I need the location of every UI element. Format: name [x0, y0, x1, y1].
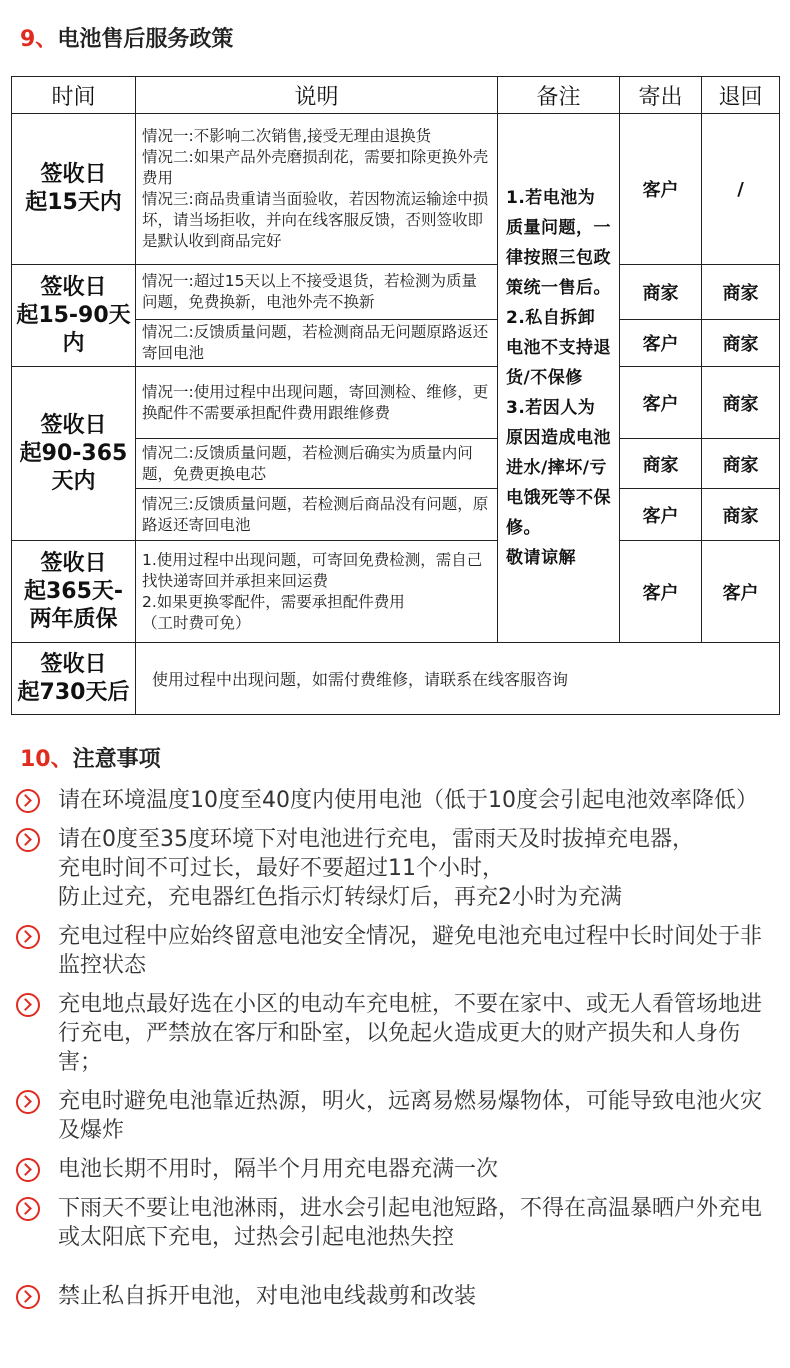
note-item — [14, 1155, 780, 1184]
return-cell: 商家 — [702, 265, 780, 320]
note-text: 请在0度至35度环境下对电池进行充电，雷雨天及时拔掉充电器， 充电时间不可过长，最好不要超过11个小时， 防止过充，充电器红色指示灯转绿灯后，再充2小时为充满 — [58, 827, 694, 910]
note-item — [14, 1282, 780, 1311]
section-10-title: 注意事项 — [72, 747, 161, 772]
return-cell: 商家 — [702, 367, 780, 439]
header-send: 寄出 — [620, 77, 702, 114]
note-item — [14, 1194, 780, 1252]
description-cell: 情况二:反馈质量问题，若检测后确实为质量内问题，免费更换电芯 — [136, 439, 498, 489]
note-text: 充电时避免电池靠近热源，明火，远离易燃易爆物体，可能导致电池火灾及爆炸 — [58, 1089, 763, 1143]
header-return: 退回 — [702, 77, 780, 114]
period-cell: 签收日 起730天后 — [12, 643, 136, 715]
chevron-right-circle-icon — [16, 993, 40, 1017]
return-cell: 商家 — [702, 489, 780, 541]
note-text: 充电过程中应始终留意电池安全情况，避免电池充电过程中长时间处于非监控状态 — [58, 924, 763, 978]
period-cell: 签收日 起90-365 天内 — [12, 367, 136, 541]
send-cell: 客户 — [620, 367, 702, 439]
section-9-number: 9、 — [20, 27, 58, 52]
period-cell: 签收日 起15天内 — [12, 114, 136, 265]
send-cell: 客户 — [620, 320, 702, 367]
note-text: 请在环境温度10度至40度内使用电池（低于10度会引起电池效率降低） — [58, 788, 758, 813]
description-cell-full: 使用过程中出现问题，如需付费维修，请联系在线客服咨询 — [136, 643, 780, 715]
return-cell: 商家 — [702, 320, 780, 367]
note-item — [14, 1087, 780, 1145]
table-row — [12, 541, 780, 643]
chevron-right-circle-icon — [16, 1197, 40, 1221]
description-cell: 情况一:使用过程中出现问题，寄回测检、维修，更换配件不需要承担配件费用跟维修费 — [136, 367, 498, 439]
header-note: 备注 — [498, 77, 620, 114]
note-text: 禁止私自拆开电池，对电池电线裁剪和改装 — [58, 1284, 477, 1309]
note-item — [14, 990, 780, 1077]
header-description: 说明 — [136, 77, 498, 114]
send-cell: 商家 — [620, 265, 702, 320]
section-10-heading — [20, 742, 161, 773]
note-item — [14, 825, 780, 912]
chevron-right-circle-icon — [16, 1158, 40, 1182]
send-cell: 客户 — [620, 541, 702, 643]
table-row — [12, 367, 780, 439]
note-text: 电池长期不用时，隔半个月用充电器充满一次 — [58, 1157, 499, 1182]
header-time: 时间 — [12, 77, 136, 114]
chevron-right-circle-icon — [16, 1090, 40, 1114]
chevron-right-circle-icon — [16, 1285, 40, 1309]
description-cell: 1.使用过程中出现问题，可寄回免费检测，需自己找快递寄回并承担来回运费 2.如果更换零配件，需要承担配件费用 （工时费可免） — [136, 541, 498, 643]
return-cell: / — [702, 114, 780, 265]
note-cell: 1.若电池为质量问题，一律按照三包政策统一售后。 2.私自拆卸电池不支持退货/不保修 3.若因人为原因造成电池进水/摔坏/亏电饿死等不保修。 敬请谅解 — [498, 114, 620, 643]
table-row-last — [12, 643, 780, 715]
period-cell: 签收日 起365天- 两年质保 — [12, 541, 136, 643]
table-row — [12, 114, 780, 265]
send-cell: 客户 — [620, 114, 702, 265]
send-cell: 客户 — [620, 489, 702, 541]
note-text: 充电地点最好选在小区的电动车充电桩，不要在家中、或无人看管场地进行充电，严禁放在客厅和卧室，以免起火造成更大的财产损失和人身伤害； — [58, 992, 763, 1075]
note-item — [14, 922, 780, 980]
note-item — [14, 786, 780, 815]
section-10-number: 10、 — [20, 747, 73, 772]
description-cell: 情况二:反馈质量问题，若检测商品无问题原路返还寄回电池 — [136, 320, 498, 367]
chevron-right-circle-icon — [16, 789, 40, 813]
note-text: 下雨天不要让电池淋雨，进水会引起电池短路，不得在高温暴晒户外充电或太阳底下充电，过热会引起电池热失控 — [58, 1196, 763, 1250]
description-cell: 情况一:超过15天以上不接受退货，若检测为质量问题，免费换新，电池外壳不换新 — [136, 265, 498, 320]
return-cell: 客户 — [702, 541, 780, 643]
section-9-heading — [20, 22, 233, 53]
notes-list — [14, 786, 780, 1321]
table-header-row — [12, 77, 780, 114]
table-row — [12, 265, 780, 320]
send-cell: 商家 — [620, 439, 702, 489]
chevron-right-circle-icon — [16, 828, 40, 852]
period-cell: 签收日 起15-90天 内 — [12, 265, 136, 367]
section-9-title: 电池售后服务政策 — [57, 27, 234, 52]
return-cell: 商家 — [702, 439, 780, 489]
after-sales-policy-table — [11, 76, 780, 715]
description-cell: 情况三:反馈质量问题，若检测后商品没有问题，原路返还寄回电池 — [136, 489, 498, 541]
description-cell: 情况一:不影响二次销售,接受无理由退换货 情况二:如果产品外壳磨损刮花，需要扣除更换外壳费用 情况三:商品贵重请当面验收，若因物流运输途中损坏，请当场拒收，并向在线客服反馈，否则签收即是默认收到商品完好 — [136, 114, 498, 265]
chevron-right-circle-icon — [16, 925, 40, 949]
